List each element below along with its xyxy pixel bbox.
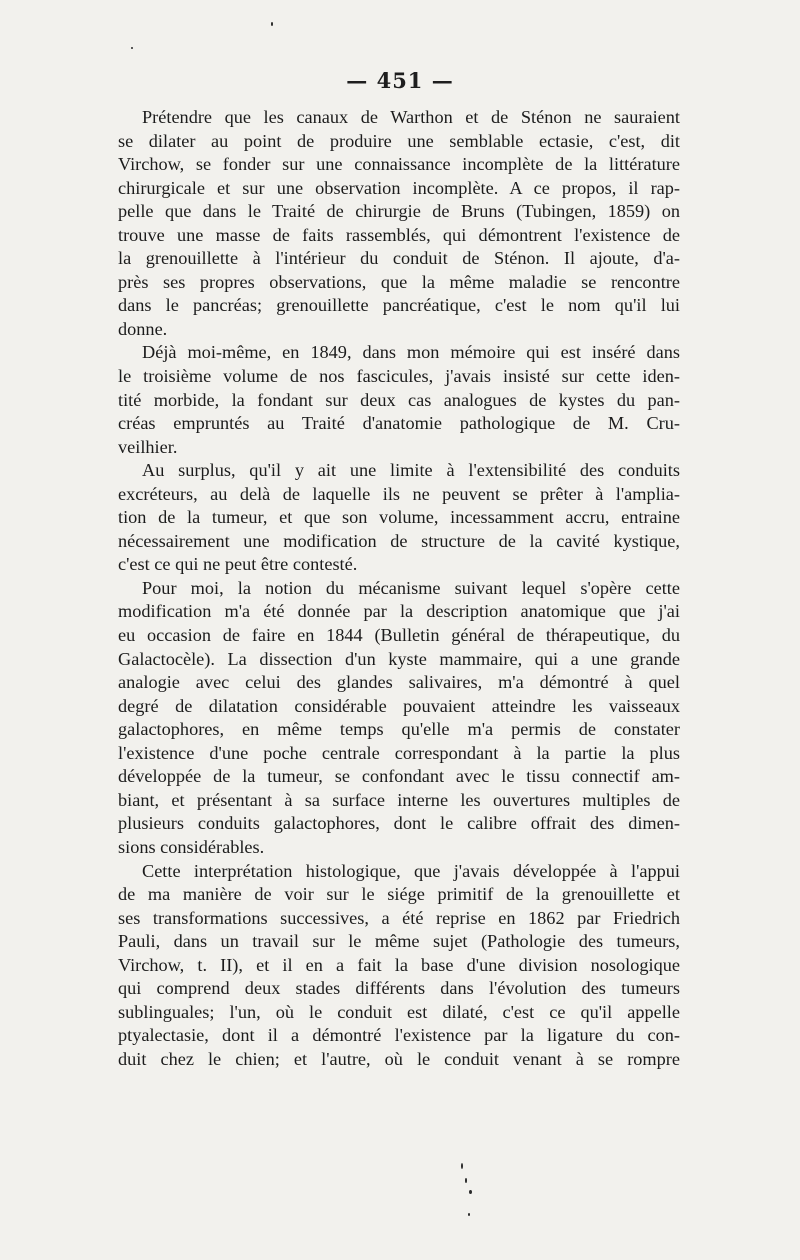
paragraph <box>118 341 680 459</box>
text-line: plusieurs conduits galactophores, dont le calibre offrait des dimen- <box>118 813 680 834</box>
text-line: ses transformations successives, a été reprise en 1862 par Friedrich <box>118 907 680 928</box>
paragraph <box>118 577 680 860</box>
text-line: veilhier. <box>118 436 178 457</box>
scan-speck <box>468 1213 470 1216</box>
text-line: nécessairement une modification de structure de la cavité kystique, <box>118 530 680 551</box>
paragraph <box>118 860 680 1072</box>
text-line: trouve une masse de faits rassemblés, qui démontrent l'existence de <box>118 224 680 245</box>
text-line: Pauli, dans un travail sur le même sujet (Pathologie des tumeurs, <box>118 931 680 952</box>
text-line: duit chez le chien; et l'autre, où le conduit venant à se rompre <box>118 1048 680 1069</box>
scan-speck <box>465 1178 467 1183</box>
text-line: sublinguales; l'un, où le conduit est dilaté, c'est ce qu'il appelle <box>118 1001 680 1022</box>
text-line: pelle que dans le Traité de chirurgie de Bruns (Tubingen, 1859) on <box>118 201 680 222</box>
text-line: près ses propres observations, que la même maladie se rencontre <box>118 271 680 292</box>
text-line: la grenouillette à l'intérieur du conduit de Sténon. Il ajoute, d'a- <box>118 248 680 269</box>
text-line: modification m'a été donnée par la description anatomique que j'ai <box>118 601 680 622</box>
text-line: degré de dilatation considérable pouvaient atteindre les vaisseaux <box>118 695 680 716</box>
text-line: Cette interprétation histologique, que j'avais développée à l'appui <box>142 860 680 881</box>
text-line: qui comprend deux stades différents dans l'évolution des tumeurs <box>118 978 680 999</box>
text-line: Virchow, se fonder sur une connaissance incomplète de la littérature <box>118 154 680 175</box>
text-line: analogie avec celui des glandes salivaires, m'a démontré à quel <box>118 672 680 693</box>
text-line: chirurgicale et sur une observation incomplète. A ce propos, il rap- <box>118 177 680 198</box>
text-line: développée de la tumeur, se confondant avec le tissu connectif am- <box>118 766 680 787</box>
text-line: donne. <box>118 318 168 339</box>
text-line: de ma manière de voir sur le siége primitif de la grenouillette et <box>118 884 680 905</box>
text-line: sions considérables. <box>118 836 265 857</box>
text-line: Prétendre que les canaux de Warthon et de Sténon ne sauraient <box>142 107 680 127</box>
text-line: l'existence d'une poche centrale correspondant à la partie la plus <box>118 742 680 763</box>
text-line: tité morbide, la fondant sur deux cas analogues de kystes du pan- <box>118 389 680 410</box>
text-line: biant, et présentant à sa surface interne les ouvertures multiples de <box>118 789 680 810</box>
text-line: excréteurs, au delà de laquelle ils ne peuvent se prêter à l'amplia- <box>118 483 680 504</box>
body-text <box>118 106 680 1071</box>
text-line: dans le pancréas; grenouillette pancréatique, c'est le nom qu'il lui <box>118 295 680 316</box>
text-line: ptyalectasie, dont il a démontré l'existence par la ligature du con- <box>118 1025 680 1046</box>
scan-speck <box>131 47 133 49</box>
text-line: eu occasion de faire en 1844 (Bulletin général de thérapeutique, du <box>118 625 680 646</box>
scan-speck <box>469 1190 472 1194</box>
text-line: créas empruntés au Traité d'anatomie pathologique de M. Cru- <box>118 413 680 434</box>
paragraph <box>118 106 680 341</box>
scan-speck <box>461 1163 463 1169</box>
text-line: Déjà moi-même, en 1849, dans mon mémoire qui est inséré dans <box>142 342 680 363</box>
scan-speck <box>271 22 273 26</box>
text-line: tion de la tumeur, et que son volume, incessamment accru, entraine <box>118 507 680 528</box>
text-line: c'est ce qui ne peut être contesté. <box>118 554 358 575</box>
page-number: — 451 — <box>346 68 454 93</box>
text-line: Pour moi, la notion du mécanisme suivant lequel s'opère cette <box>142 577 680 598</box>
text-line: Galactocèle). La dissection d'un kyste mammaire, qui a une grande <box>118 648 680 669</box>
text-line: Au surplus, qu'il y ait une limite à l'extensibilité des conduits <box>142 460 680 481</box>
text-line: se dilater au point de produire une semblable ectasie, c'est, dit <box>118 130 680 151</box>
text-line: le troisième volume de nos fascicules, j'avais insisté sur cette iden- <box>118 366 680 387</box>
text-line: Virchow, t. II), et il en a fait la base d'une division nosologique <box>118 954 680 975</box>
paragraph <box>118 459 680 577</box>
text-line: galactophores, en même temps qu'elle m'a permis de constater <box>118 719 680 740</box>
